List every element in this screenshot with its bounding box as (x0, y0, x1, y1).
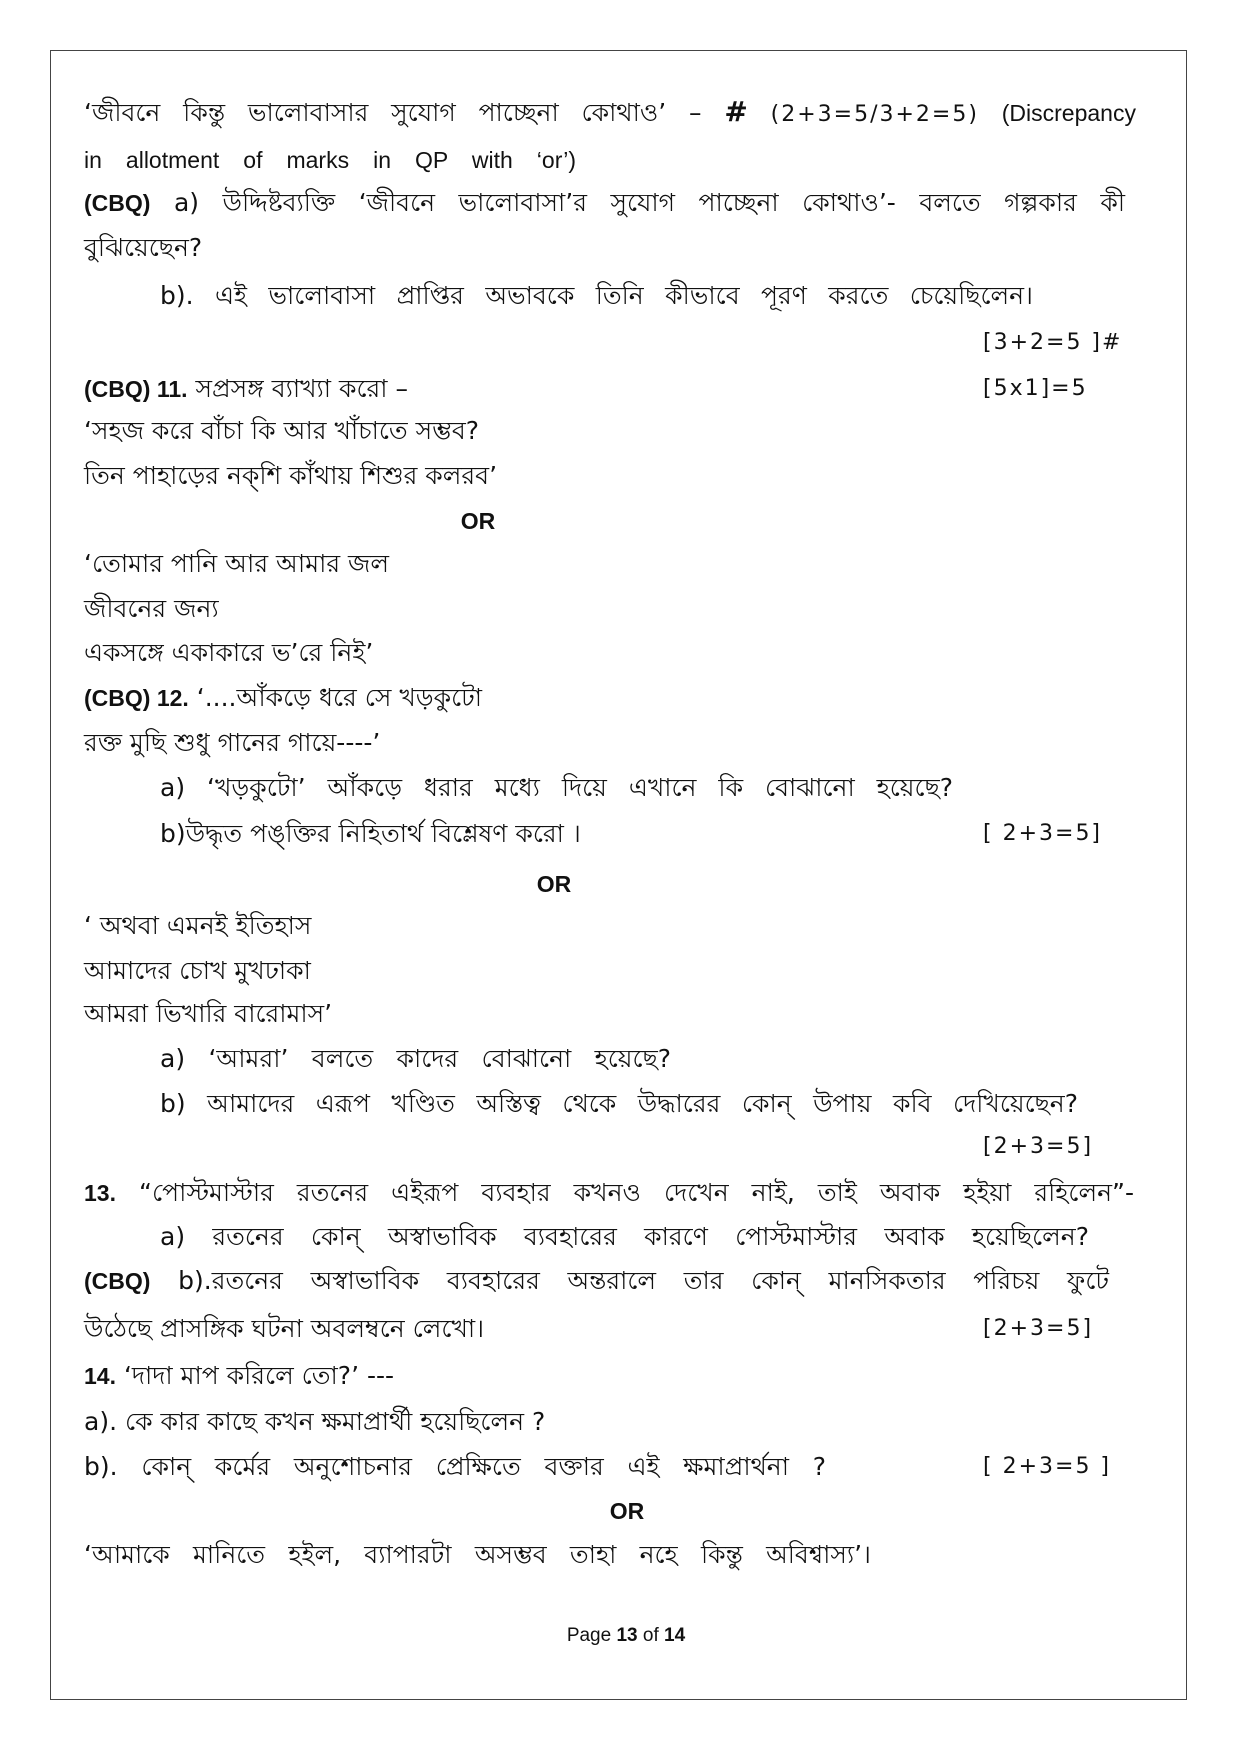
q13-b-text: b).রতনের অস্বাভাবিক ব্যবহারের অন্তরালে তার কোন্ মানসিকতার পরিচয় ফুটে (178, 1266, 1109, 1295)
q14-quote: ‘দাদা মাপ করিলে তো?’ --- (123, 1361, 395, 1390)
q12-alt-a-line (160, 1041, 671, 1077)
q14-b-text: b). কোন্ কর্মের অনুশোচনার প্রেক্ষিতে বক্তার এই ক্ষমাপ্রার্থনা ? (84, 1452, 826, 1481)
or-divider: OR (536, 871, 572, 897)
q14-b-line (84, 1449, 826, 1485)
q10-marks: [3+2=5 ]# (983, 330, 1123, 355)
q13-heading (84, 1175, 1134, 1211)
q10-a-line (84, 185, 1125, 221)
q14-a-line: a). কে কার কাছে কখন ক্ষমাপ্রার্থী হয়েছিলেন ? (84, 1407, 546, 1436)
q10-a-text-cont: বুঝিয়েছেন? (84, 233, 203, 262)
q11-marks: [5x1]=5 (983, 376, 1088, 401)
q12-alt-quote-line: ‘ অথবা এমনই ইতিহাস (84, 911, 312, 940)
q14-marks: [ 2+3=5 ] (983, 1454, 1112, 1479)
q11-poem2-line: জীবনের জন্য (84, 594, 219, 623)
q11-heading (84, 371, 408, 407)
q11-poem2-line: ‘তোমার পানি আর আমার জল (84, 549, 390, 578)
q10-b-text: b). এই ভালোবাসা প্রাপ্তির অভাবকে তিনি কীভাবে পূরণ করতে চেয়েছিলেন। (160, 281, 1033, 310)
q10-note-line (84, 142, 576, 178)
q12-marks: [ 2+3=5] (983, 821, 1103, 846)
cbq-label: (CBQ) (84, 190, 151, 216)
or-divider: OR (609, 1498, 645, 1524)
remark-hash: # (724, 95, 748, 128)
q13-marks: [2+3=5] (983, 1316, 1094, 1341)
q13-a-line (160, 1219, 1089, 1255)
discrepancy-note-cont: in allotment of marks in QP with ‘or’) (84, 147, 576, 173)
q10-quote-line (84, 94, 1136, 130)
page-footer (520, 1622, 732, 1650)
or-divider: OR (460, 508, 496, 534)
q11-poem1-line: তিন পাহাড়ের নক্‌শি কাঁথায় শিশুর কলরব’ (84, 461, 498, 490)
q12-b-line: b)উদ্ধৃত পঙ্‌ক্তির নিহিতার্থ বিশ্লেষণ করো । (160, 819, 581, 848)
q13-quote: “পোস্টমাস্টার রতনের এইরূপ ব্যবহার কখনও দেখেন নাই, তাই অবাক হইয়া রহিলেন”- (139, 1178, 1134, 1207)
current-page-number: 13 (616, 1625, 638, 1646)
q13-a-text: a) রতনের কোন্ অস্বাভাবিক ব্যবহারের কারণে পোস্টমাস্টার অবাক হয়েছিলেন? (160, 1222, 1089, 1251)
q10-quote: ‘জীবনে কিন্তু ভালোবাসার সুযোগ পাচ্ছেনা কোথাও’ – (84, 98, 702, 127)
q11-poem1-line: ‘সহজ করে বাঁচা কি আর খাঁচাতে সম্ভব? (84, 416, 480, 445)
q12-label: (CBQ) 12. (84, 685, 189, 711)
q12-heading (84, 680, 482, 716)
q10-a-text: a) উদ্দিষ্টব্যক্তি ‘জীবনে ভালোবাসা’র সুযোগ পাচ্ছেনা কোথাও’- বলতে গল্পকার কী (173, 188, 1126, 217)
q11-poem2-line: একসঙ্গে একাকারে ভ’রে নিই’ (84, 638, 374, 667)
q14-heading (84, 1358, 394, 1394)
q13-b-line (84, 1263, 1109, 1299)
cbq-label: (CBQ) (84, 1268, 151, 1294)
total-pages-number: 14 (664, 1625, 686, 1646)
q12-alt-b-text: b) আমাদের এরূপ খণ্ডিত অস্তিত্ব থেকে উদ্ধারের কোন্ উপায় কবি দেখিয়েছেন? (160, 1089, 1078, 1118)
discrepancy-note: (Discrepancy (1001, 100, 1136, 126)
q14-alt-line (84, 1537, 871, 1573)
q12-a-line (160, 770, 953, 806)
q13-b-line-cont: উঠেছে প্রাসঙ্গিক ঘটনা অবলম্বনে লেখো। (84, 1314, 485, 1343)
q14-number: 14. (84, 1363, 116, 1389)
q10-alt-marks: (2+3=5/3+2=5) (770, 102, 979, 127)
q12-a-text: a) ‘খড়কুটো’ আঁকড়ে ধরার মধ্যে দিয়ে এখানে কি বোঝানো হয়েছে? (160, 773, 953, 802)
q13-number: 13. (84, 1180, 116, 1206)
q12-alt-a-text: a) ‘আমরা’ বলতে কাদের বোঝানো হয়েছে? (160, 1044, 671, 1073)
q12-alt-b-line (160, 1086, 1078, 1122)
q10-b-line (160, 278, 1033, 314)
q12-quote-line: ‘....আঁকড়ে ধরে সে খড়কুটো (196, 683, 483, 712)
q11-instruction: সপ্রসঙ্গ ব্যাখ্যা করো – (195, 374, 408, 403)
q12-alt-quote-line: আমরা ভিখারি বারোমাস’ (84, 999, 333, 1028)
q10-a-line-cont (84, 230, 202, 266)
q14-alt-quote: ‘আমাকে মানিতে হইল, ব্যাপারটা অসম্ভব তাহা নহে কিন্তু অবিশ্বাস্য’। (84, 1540, 871, 1569)
q11-label: (CBQ) 11. (84, 376, 188, 402)
of-word: of (642, 1625, 659, 1646)
q12-quote-line: রক্ত মুছি শুধু গানের গায়ে----’ (84, 728, 381, 757)
q12-alt-marks: [2+3=5] (983, 1134, 1094, 1159)
q12-alt-quote-line: আমাদের চোখ মুখঢাকা (84, 956, 311, 985)
page-word: Page (566, 1625, 612, 1646)
